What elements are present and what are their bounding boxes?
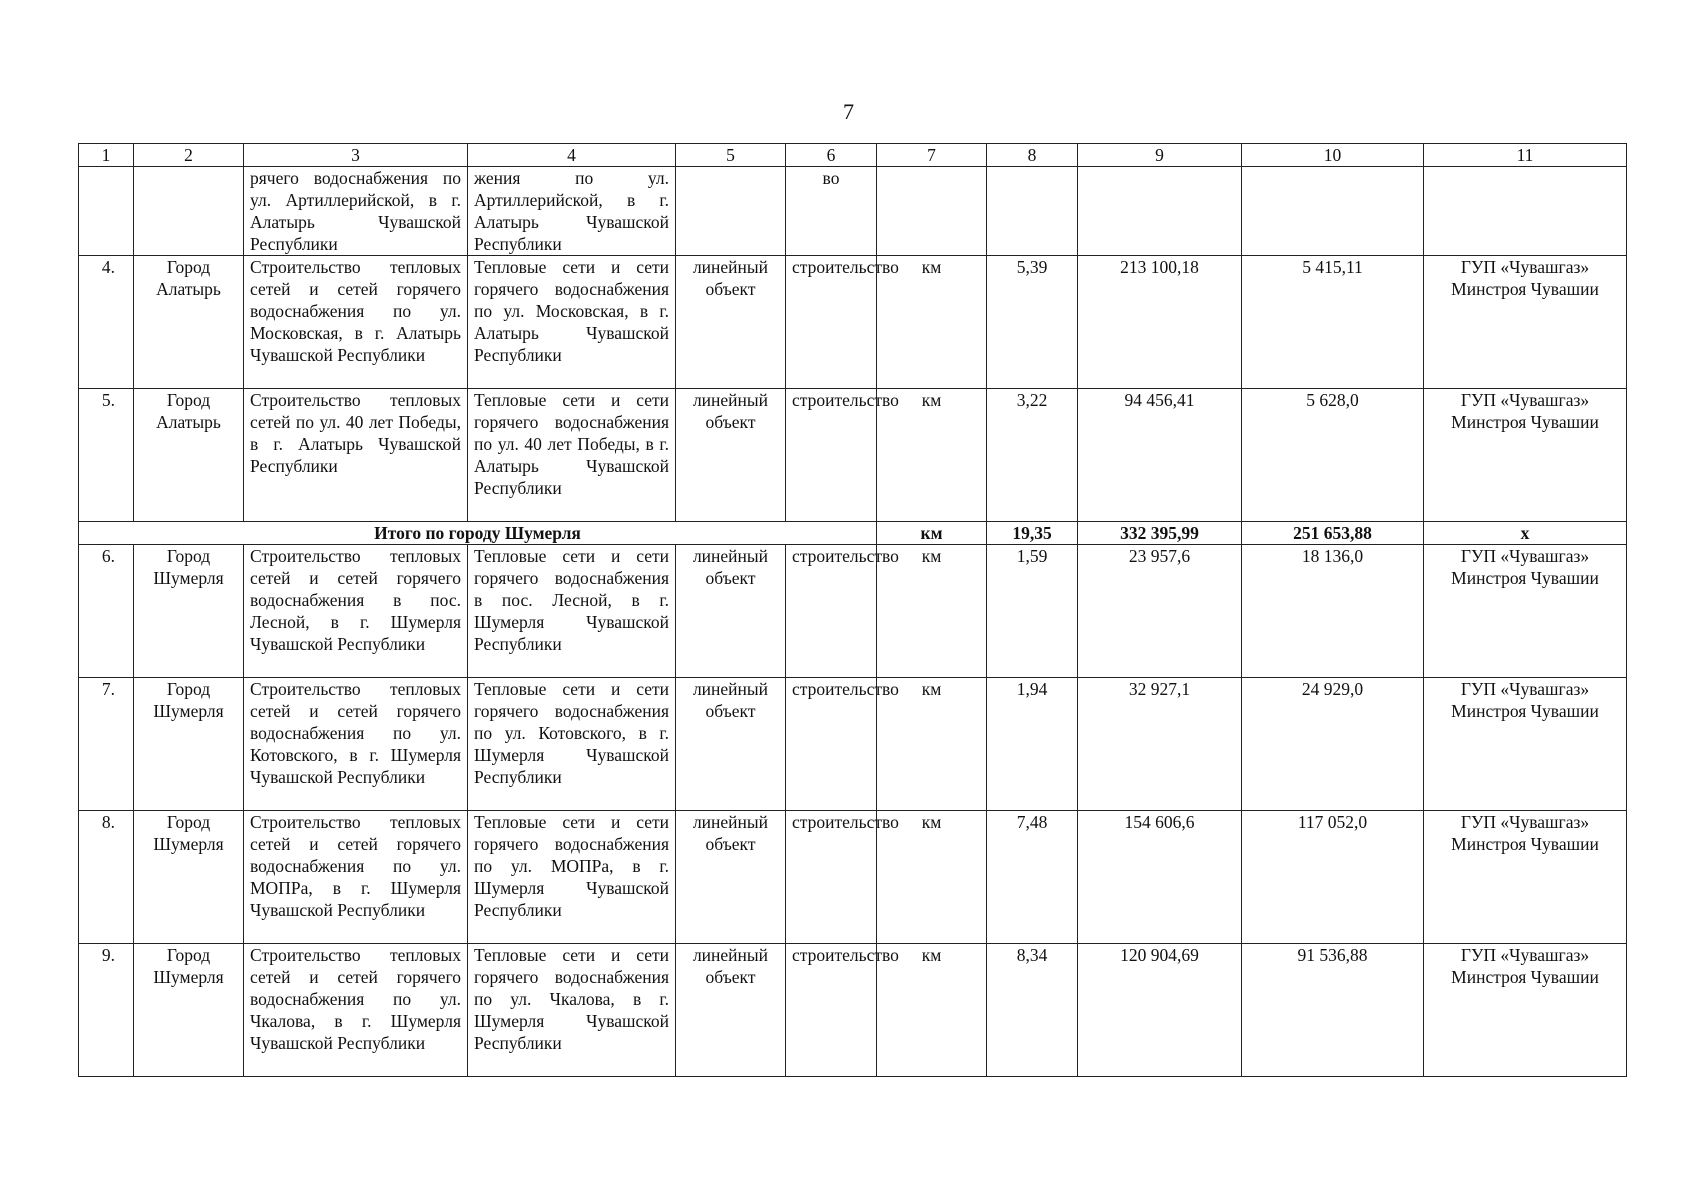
cell-city: Город Шумерля — [134, 944, 244, 1077]
cell-length: 1,59 — [987, 545, 1078, 678]
cell-object-name: Тепловые сети и сети горячего водоснабжения по ул. Котовского, в г. Шумерля Чувашской Республики — [468, 678, 676, 811]
column-header: 11 — [1424, 144, 1627, 167]
total-unit: км — [877, 522, 987, 545]
cell-object-type: линейный объект — [676, 545, 786, 678]
cell-empty — [1242, 167, 1424, 256]
cell-customer: ГУП «Чувашгаз» Минстроя Чувашии — [1424, 545, 1627, 678]
cell-row-number: 5. — [79, 389, 134, 522]
table-row — [79, 545, 1627, 678]
column-number-header — [79, 144, 1627, 167]
cell-city: Город Алатырь — [134, 389, 244, 522]
cell-empty — [676, 167, 786, 256]
cell-object-name: Тепловые сети и сети горячего водоснабжения по ул. 40 лет Победы, в г. Алатырь Чувашской Республики — [468, 389, 676, 522]
cell-kind: строительство — [786, 389, 877, 522]
cell-length: 8,34 — [987, 944, 1078, 1077]
cell-empty — [79, 167, 134, 256]
cell-customer: ГУП «Чувашгаз» Минстроя Чувашии — [1424, 389, 1627, 522]
cell-project-name: Строительство тепловых сетей и сетей горячего водоснабжения в пос. Лесной, в г. Шумерля Чувашской Республики — [244, 545, 468, 678]
cell-kind: строительство — [786, 256, 877, 389]
cell-length: 3,22 — [987, 389, 1078, 522]
cell-row-number: 7. — [79, 678, 134, 811]
cell-cost: 23 957,6 — [1078, 545, 1242, 678]
column-header: 4 — [468, 144, 676, 167]
cell-empty — [987, 167, 1078, 256]
cell-city: Город Шумерля — [134, 811, 244, 944]
cell-object-type: линейный объект — [676, 389, 786, 522]
cell-object-name: Тепловые сети и сети горячего водоснабжения в пос. Лесной, в г. Шумерля Чувашской Республики — [468, 545, 676, 678]
cell-project-name: Строительство тепловых сетей и сетей горячего водоснабжения по ул. Котовского, в г. Шумерля Чувашской Республики — [244, 678, 468, 811]
cell-object-type: линейный объект — [676, 944, 786, 1077]
total-cost: 332 395,99 — [1078, 522, 1242, 545]
cell-object-type: линейный объект — [676, 256, 786, 389]
cell-empty — [877, 167, 987, 256]
cell-customer: ГУП «Чувашгаз» Минстроя Чувашии — [1424, 678, 1627, 811]
cell-object-name: Тепловые сети и сети горячего водоснабжения по ул. Московская, в г. Алатырь Чувашской Республики — [468, 256, 676, 389]
table-row-continuation — [79, 167, 1627, 256]
cell-funding: 5 415,11 — [1242, 256, 1424, 389]
cell-customer: ГУП «Чувашгаз» Минстроя Чувашии — [1424, 811, 1627, 944]
column-header: 8 — [987, 144, 1078, 167]
cell-project-name: Строительство тепловых сетей и сетей горячего водоснабжения по ул. МОПРа, в г. Шумерля Чувашской Республики — [244, 811, 468, 944]
cell-cost: 120 904,69 — [1078, 944, 1242, 1077]
cell-city: Город Шумерля — [134, 545, 244, 678]
total-label: Итого по городу Шумерля — [79, 522, 877, 545]
cell-row-number: 9. — [79, 944, 134, 1077]
column-header: 9 — [1078, 144, 1242, 167]
cell-length: 1,94 — [987, 678, 1078, 811]
cell-unit: км — [877, 545, 987, 678]
cell-cost: 213 100,18 — [1078, 256, 1242, 389]
cell-cost: 32 927,1 — [1078, 678, 1242, 811]
page-number: 7 — [843, 99, 854, 124]
total-customer: х — [1424, 522, 1627, 545]
column-header: 7 — [877, 144, 987, 167]
cell-empty — [134, 167, 244, 256]
table-row — [79, 944, 1627, 1077]
cell-object-name: Тепловые сети и сети горячего водоснабжения по ул. МОПРа, в г. Шумерля Чувашской Республики — [468, 811, 676, 944]
column-header: 10 — [1242, 144, 1424, 167]
column-header: 2 — [134, 144, 244, 167]
cell-kind: строительство — [786, 545, 877, 678]
cell-row-number: 8. — [79, 811, 134, 944]
cell-funding: 24 929,0 — [1242, 678, 1424, 811]
table-row — [79, 256, 1627, 389]
cell-city: Город Шумерля — [134, 678, 244, 811]
cell-funding: 91 536,88 — [1242, 944, 1424, 1077]
cell-length: 5,39 — [987, 256, 1078, 389]
table-row — [79, 811, 1627, 944]
column-header: 6 — [786, 144, 877, 167]
cell-row-number: 6. — [79, 545, 134, 678]
cell-row-number: 4. — [79, 256, 134, 389]
cell-kind: во — [786, 167, 877, 256]
cell-unit: км — [877, 811, 987, 944]
cell-object-type: линейный объект — [676, 678, 786, 811]
cell-length: 7,48 — [987, 811, 1078, 944]
total-funding: 251 653,88 — [1242, 522, 1424, 545]
total-length: 19,35 — [987, 522, 1078, 545]
cell-customer: ГУП «Чувашгаз» Минстроя Чувашии — [1424, 256, 1627, 389]
cell-customer: ГУП «Чувашгаз» Минстроя Чувашии — [1424, 944, 1627, 1077]
cell-empty — [1424, 167, 1627, 256]
table-row — [79, 678, 1627, 811]
cell-funding: 18 136,0 — [1242, 545, 1424, 678]
cell-cost: 154 606,6 — [1078, 811, 1242, 944]
cell-object-name: Тепловые сети и сети горячего водоснабжения по ул. Чкалова, в г. Шумерля Чувашской Республики — [468, 944, 676, 1077]
cell-unit: км — [877, 678, 987, 811]
cell-kind: строительство — [786, 811, 877, 944]
total-row-shumerlya — [79, 522, 1627, 545]
cell-kind: строительство — [786, 678, 877, 811]
cell-cost: 94 456,41 — [1078, 389, 1242, 522]
cell-project-name: Строительство тепловых сетей и сетей горячего водоснабжения по ул. Чкалова, в г. Шумерля Чувашской Республики — [244, 944, 468, 1077]
cell-unit: км — [877, 944, 987, 1077]
cell-kind: строительство — [786, 944, 877, 1077]
cell-object-type: линейный объект — [676, 811, 786, 944]
table-row — [79, 389, 1627, 522]
cell-city: Город Алатырь — [134, 256, 244, 389]
cell-project-name: рячего водоснабжения по ул. Артиллерийской, в г. Алатырь Чувашской Республики — [244, 167, 468, 256]
investment-table — [78, 143, 1627, 1077]
column-header: 5 — [676, 144, 786, 167]
cell-project-name: Строительство тепловых сетей и сетей горячего водоснабжения по ул. Московская, в г. Алатырь Чувашской Республики — [244, 256, 468, 389]
cell-unit: км — [877, 389, 987, 522]
cell-project-name: Строительство тепловых сетей по ул. 40 лет Победы, в г. Алатырь Чувашской Республики — [244, 389, 468, 522]
cell-unit: км — [877, 256, 987, 389]
cell-funding: 5 628,0 — [1242, 389, 1424, 522]
cell-funding: 117 052,0 — [1242, 811, 1424, 944]
cell-object-name: жения по ул. Артиллерийской, в г. Алатырь Чувашской Республики — [468, 167, 676, 256]
cell-empty — [1078, 167, 1242, 256]
column-header: 1 — [79, 144, 134, 167]
column-header: 3 — [244, 144, 468, 167]
